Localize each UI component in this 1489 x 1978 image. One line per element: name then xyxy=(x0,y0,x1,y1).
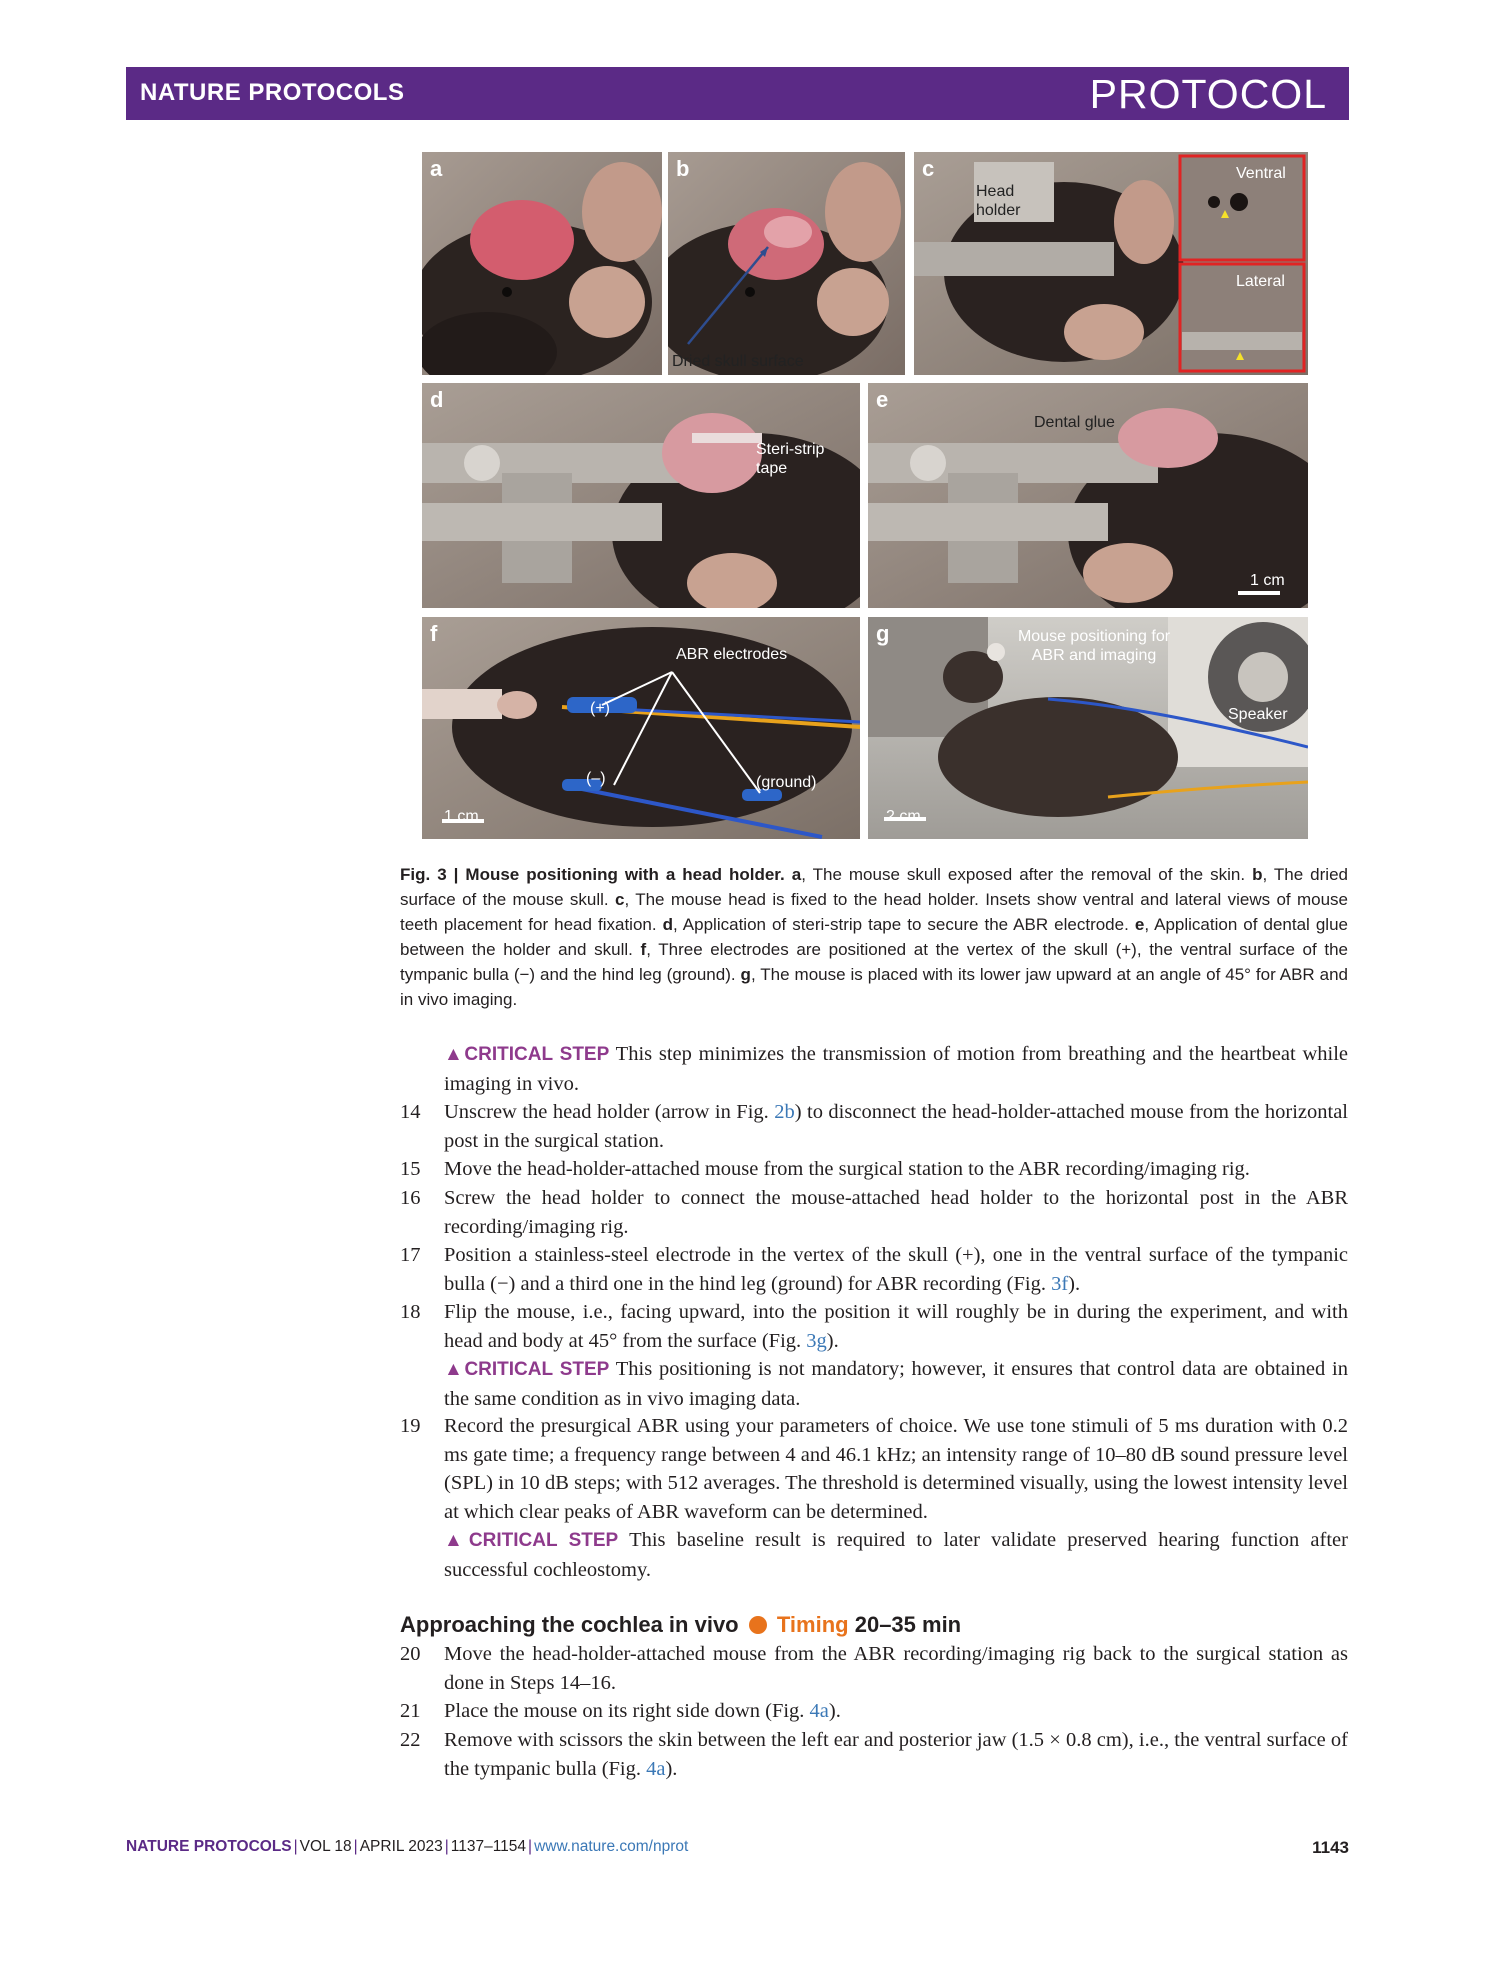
step-number: 18 xyxy=(400,1301,421,1323)
caption-part-b: , The dried surface of the mouse skull. xyxy=(400,865,1348,909)
electrode-minus-label: (–) xyxy=(586,770,606,787)
critical-step-1 xyxy=(400,1040,1348,1098)
critical-step-2 xyxy=(400,1355,1348,1413)
panel-a-photo xyxy=(422,152,662,375)
page-footer: NATURE PROTOCOLS | VOL 18 | APRIL 2023 | 1137–1154 | www.nature.com/nprot 1143 xyxy=(126,1838,1349,1857)
step-17-text: Position a stainless-steel electrode in the vertex of the skull (+), one in the ventral surface of the tympanic bulla (−) and a third one in the hind leg (ground) for ABR recording (Fig. xyxy=(444,1244,1348,1295)
section-heading xyxy=(400,1612,961,1638)
footer-journal: NATURE PROTOCOLS xyxy=(126,1838,292,1855)
critical-step-1-text: This step minimizes the transmission of motion from breathing and the heartbeat while imaging in vivo. xyxy=(444,1043,1348,1095)
step-14-text: Unscrew the head holder (arrow in Fig. xyxy=(444,1101,775,1123)
step-15 xyxy=(400,1155,1348,1184)
critical-step-label: ▲CRITICAL STEP xyxy=(444,1359,610,1380)
inset-ventral-label: Ventral xyxy=(1236,165,1286,182)
step-number: 20 xyxy=(400,1643,421,1665)
footer-volume: VOL 18 xyxy=(299,1838,352,1855)
article-type: PROTOCOL xyxy=(1089,71,1327,117)
panel-label-f: f xyxy=(430,621,438,646)
step-22-text: Remove with scissors the skin between the left ear and posterior jaw (1.5 × 0.8 cm), i.e., the ventral surface of the tympanic bulla (Fig. xyxy=(444,1729,1348,1780)
inset-lateral-label: Lateral xyxy=(1236,273,1285,290)
panel-a xyxy=(422,152,662,375)
step-22 xyxy=(400,1726,1348,1783)
mouse-positioning-annotation: Mouse positioning for ABR and imaging xyxy=(1017,628,1171,664)
scale-bar-e-label: 1 cm xyxy=(1250,572,1285,589)
journal-name: NATURE PROTOCOLS xyxy=(140,79,405,106)
critical-step-3 xyxy=(400,1526,1348,1584)
caption-label-g: g xyxy=(740,965,751,984)
electrode-plus-label: (+) xyxy=(590,700,610,717)
critical-step-label: ▲CRITICAL STEP xyxy=(444,1044,610,1065)
figure-ref-4a[interactable]: 4a xyxy=(809,1700,829,1722)
panel-d-photo xyxy=(422,383,860,608)
panel-b xyxy=(668,152,905,375)
speaker-annotation: Speaker xyxy=(1228,706,1288,723)
step-18-text: Flip the mouse, i.e., facing upward, into the position it will roughly be in during the experiment, and with head and body at 45° from the surface (Fig. xyxy=(444,1301,1348,1352)
caption-part-a: , The mouse skull exposed after the removal of the skin. xyxy=(801,865,1253,884)
footer-date: APRIL 2023 xyxy=(359,1838,443,1855)
critical-step-3-text: This baseline result is required to later validate preserved hearing function after successful cochleostomy. xyxy=(444,1529,1348,1581)
figure-ref-2b[interactable]: 2b xyxy=(774,1101,795,1123)
abr-electrodes-annotation: ABR electrodes xyxy=(676,646,788,663)
step-15-text: Move the head-holder-attached mouse from the surgical station to the ABR recording/imaging rig. xyxy=(444,1158,1250,1180)
step-21 xyxy=(400,1697,1348,1726)
timing-dot-icon xyxy=(749,1616,767,1634)
caption-label-d: d xyxy=(662,915,673,934)
step-number: 17 xyxy=(400,1244,421,1266)
step-number: 21 xyxy=(400,1700,421,1722)
panel-d xyxy=(422,383,860,608)
scale-bar-f-label: 1 cm xyxy=(444,808,479,825)
step-14-text-end: ) to disconnect the head-holder-attached mouse from the horizontal post in the surgical station. xyxy=(444,1101,1348,1152)
critical-step-label: ▲CRITICAL STEP xyxy=(444,1530,619,1551)
section-title: Approaching the cochlea in vivo xyxy=(400,1612,739,1637)
critical-step-2-text: This positioning is not mandatory; however, it ensures that control data are obtained in the same condition as in vivo imaging data. xyxy=(444,1358,1348,1410)
step-19-text: Record the presurgical ABR using your parameters of choice. We use tone stimuli of 5 ms duration with 0.2 ms gate time; a frequency range between 4 and 46.1 kHz; an intensity range of 10–80 dB sound pressure level (SPL) in 10 dB steps; with 512 averages. The threshold is determined visually, using the lowest intensity level at which clear peaks of ABR waveform can be determined. xyxy=(444,1415,1348,1523)
caption-title: Fig. 3 | Mouse positioning with a head holder. xyxy=(400,865,785,884)
panel-label-d: d xyxy=(430,387,444,412)
timing-value: 20–35 min xyxy=(854,1612,962,1637)
panel-label-b: b xyxy=(676,156,690,181)
step-19 xyxy=(400,1412,1348,1526)
panel-label-c: c xyxy=(922,156,935,181)
caption-label-f: f xyxy=(640,940,647,959)
page-number: 1143 xyxy=(1312,1838,1349,1857)
steri-strip-annotation: Steri-strip tape xyxy=(756,441,825,477)
caption-label-b: b xyxy=(1252,865,1263,884)
step-21-text: Place the mouse on its right side down (Fig. xyxy=(444,1700,810,1722)
panel-c xyxy=(914,152,1308,375)
scale-bar-g-label: 2 cm xyxy=(886,808,921,825)
electrode-ground-label: (ground) xyxy=(756,774,817,791)
panel-label-e: e xyxy=(876,387,889,412)
journal-header-bar xyxy=(126,67,1349,120)
caption-label-a: a xyxy=(791,865,802,884)
footer-pages: 1137–1154 xyxy=(450,1838,527,1855)
step-16-text: Screw the head holder to connect the mouse-attached head holder to the horizontal post in the ABR recording/imaging rig. xyxy=(444,1187,1348,1238)
step-22-text-end: ). xyxy=(665,1757,678,1780)
panel-f xyxy=(422,617,860,839)
figure-ref-3g[interactable]: 3g xyxy=(806,1329,827,1352)
panel-f-photo xyxy=(422,617,860,839)
caption-part-e: , Application of dental glue between the holder and skull. xyxy=(400,915,1348,959)
figure-caption xyxy=(400,862,1348,1012)
step-number: 22 xyxy=(400,1729,421,1751)
step-number: 14 xyxy=(400,1101,421,1123)
panel-label-g: g xyxy=(876,621,890,646)
dental-glue-annotation: Dental glue xyxy=(1034,414,1115,431)
step-17-text-end: ). xyxy=(1068,1272,1081,1295)
caption-part-c: , The mouse head is fixed to the head holder. Insets show ventral and lateral views of mouse teeth placement for head fixation. xyxy=(400,890,1348,934)
figure-ref-3f[interactable]: 3f xyxy=(1051,1272,1069,1295)
step-number: 16 xyxy=(400,1187,421,1209)
step-number: 19 xyxy=(400,1415,421,1437)
dried-skull-annotation: Dried skull surface xyxy=(672,353,804,370)
step-21-text-end: ). xyxy=(828,1700,841,1722)
figure-ref-4a[interactable]: 4a xyxy=(646,1757,666,1780)
head-holder-annotation: Head holder xyxy=(976,183,1021,219)
step-20 xyxy=(400,1640,1348,1697)
caption-part-d: , Application of steri-strip tape to secure the ABR electrode. xyxy=(673,915,1135,934)
step-18 xyxy=(400,1298,1348,1355)
step-20-text: Move the head-holder-attached mouse from the ABR recording/imaging rig back to the surgical station as done in Steps 14–16. xyxy=(444,1643,1348,1694)
caption-label-e: e xyxy=(1134,915,1145,934)
panel-label-a: a xyxy=(430,156,443,181)
panel-c-photo xyxy=(914,152,1308,375)
step-18-text-end: ). xyxy=(826,1329,839,1352)
timing-label: Timing xyxy=(776,1612,849,1637)
panel-g xyxy=(868,617,1308,839)
step-number: 15 xyxy=(400,1158,421,1180)
footer-url-link[interactable]: www.nature.com/nprot xyxy=(534,1838,689,1855)
caption-label-c: c xyxy=(614,890,625,909)
panel-e xyxy=(868,383,1308,608)
caption-part-f: , Three electrodes are positioned at the vertex of the skull (+), the ventral surface of the tympanic bulla (−) and the hind leg (ground). xyxy=(400,940,1349,984)
panel-b-photo xyxy=(668,152,905,375)
step-14 xyxy=(400,1098,1348,1155)
step-16 xyxy=(400,1184,1348,1241)
caption-part-g: , The mouse is placed with its lower jaw upward at an angle of 45° for ABR and in vivo imaging. xyxy=(400,965,1348,1009)
step-17 xyxy=(400,1241,1348,1298)
